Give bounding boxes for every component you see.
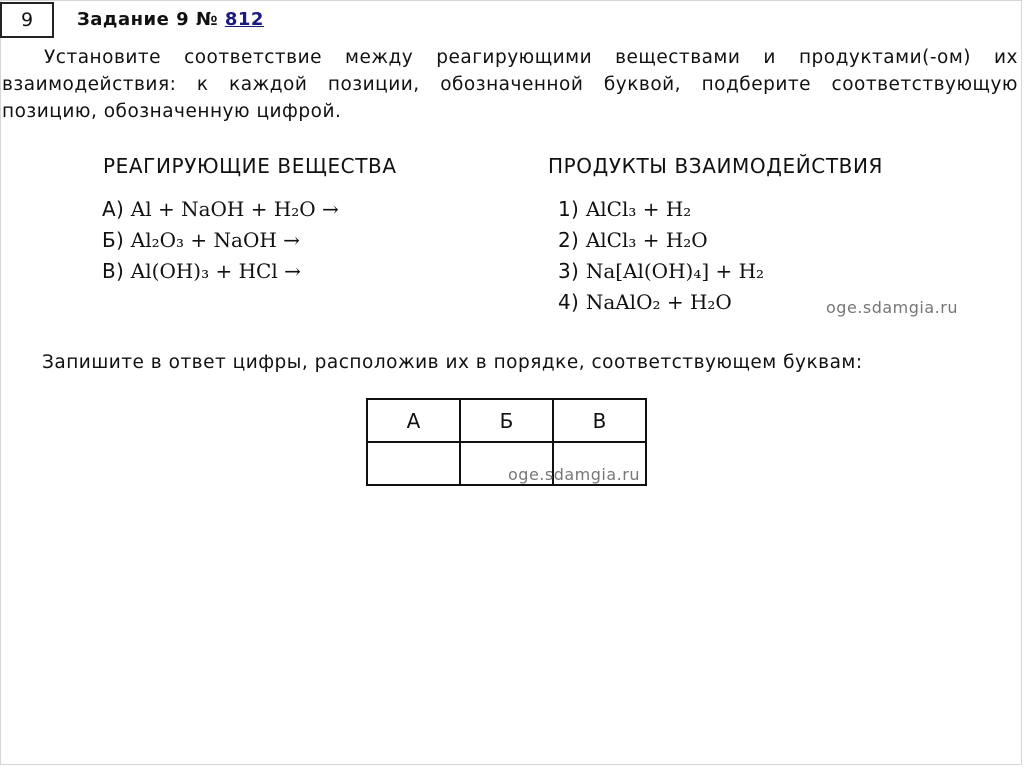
reactant-mark: Б) bbox=[102, 228, 125, 252]
answer-header-a: А bbox=[367, 399, 460, 442]
task-text: Установите соответствие между реагирующими веществами и продуктами(-ом) их взаимодействия: к каждой позиции, обозначенной буквой, подберите соответствующую позицию, обозначенную цифрой. bbox=[2, 47, 1018, 122]
reactants-heading: РЕАГИРУЮЩИЕ ВЕЩЕСТВА bbox=[103, 154, 397, 178]
answer-instruction: Запишите в ответ цифры, расположив их в порядке, соответствующем буквам: bbox=[42, 352, 863, 373]
reactant-item-a bbox=[102, 197, 339, 221]
product-item-2 bbox=[558, 228, 708, 252]
product-formula: AlCl₃ + H₂O bbox=[585, 228, 708, 252]
product-item-4 bbox=[558, 290, 732, 314]
answer-header-row bbox=[367, 399, 646, 442]
product-formula: NaAlO₂ + H₂O bbox=[585, 290, 732, 314]
watermark: oge.sdamgia.ru bbox=[826, 298, 958, 317]
task-number: 9 bbox=[20, 9, 34, 31]
product-mark: 1) bbox=[558, 197, 580, 221]
reactant-item-v bbox=[102, 259, 301, 283]
product-mark: 3) bbox=[558, 259, 580, 283]
product-formula: AlCl₃ + H₂ bbox=[585, 197, 692, 221]
reactant-mark: В) bbox=[102, 259, 125, 283]
answer-cell-a[interactable] bbox=[367, 442, 460, 485]
product-mark: 4) bbox=[558, 290, 580, 314]
reactant-mark: А) bbox=[102, 197, 125, 221]
task-title bbox=[77, 9, 264, 30]
task-number-box bbox=[0, 2, 54, 38]
product-item-1 bbox=[558, 197, 691, 221]
task-id-link[interactable]: 812 bbox=[224, 9, 264, 30]
reactant-item-b bbox=[102, 228, 300, 252]
answer-header-v: В bbox=[553, 399, 646, 442]
reactant-formula: Al(OH)₃ + HCl → bbox=[130, 259, 301, 283]
reactant-formula: Al₂O₃ + NaOH → bbox=[130, 228, 300, 252]
task-title-prefix: Задание 9 № bbox=[77, 9, 225, 30]
answer-header-b: Б bbox=[460, 399, 553, 442]
watermark: oge.sdamgia.ru bbox=[508, 465, 640, 484]
reactant-formula: Al + NaOH + H₂O → bbox=[130, 197, 339, 221]
product-mark: 2) bbox=[558, 228, 580, 252]
product-item-3 bbox=[558, 259, 764, 283]
product-formula: Na[Al(OH)₄] + H₂ bbox=[585, 259, 765, 283]
products-heading: ПРОДУКТЫ ВЗАИМОДЕЙСТВИЯ bbox=[548, 154, 884, 178]
